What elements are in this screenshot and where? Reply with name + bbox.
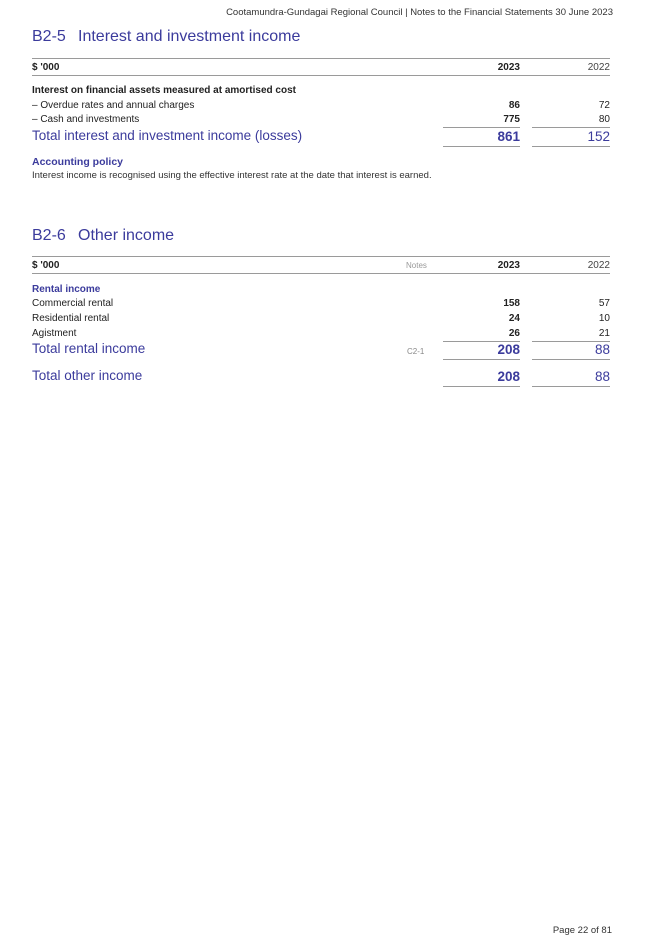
table-row-2022: 57 bbox=[598, 298, 610, 309]
accounting-policy-text: Interest income is recognised using the effective interest rate at the date that interest is earned. bbox=[32, 170, 432, 181]
section-title-b2-5 bbox=[32, 28, 300, 46]
table-row-label: Residential rental bbox=[32, 313, 110, 324]
table-row-2022: 10 bbox=[598, 313, 610, 324]
total-rule-2022 bbox=[532, 127, 610, 128]
table-row-2022: 21 bbox=[598, 328, 610, 339]
header-rule bbox=[32, 75, 610, 76]
rental-total-2022: 88 bbox=[594, 342, 610, 357]
rental-total-label: Total rental income bbox=[32, 341, 146, 356]
notes-column-header: Notes bbox=[406, 261, 427, 270]
note-reference: C2-1 bbox=[407, 347, 425, 356]
grand-total-2023: 208 bbox=[497, 369, 520, 384]
table-row-2023: 158 bbox=[503, 298, 520, 309]
rental-total-2023: 208 bbox=[497, 342, 520, 357]
table-row-label: Agistment bbox=[32, 328, 77, 339]
table-row-2023: 775 bbox=[503, 114, 520, 125]
header-rule bbox=[32, 273, 610, 274]
total-2023: 861 bbox=[497, 129, 520, 144]
total-underline-2023 bbox=[443, 146, 520, 147]
table-top-rule bbox=[32, 58, 610, 59]
table-row-2023: 24 bbox=[508, 313, 520, 324]
document-header: Cootamundra-Gundagai Regional Council | Notes to the Financial Statements 30 June 2023 bbox=[226, 7, 613, 18]
table-row-2022: 80 bbox=[598, 114, 610, 125]
table-top-rule bbox=[32, 256, 610, 257]
column-2023-header: 2023 bbox=[497, 62, 520, 73]
table-row-2023: 86 bbox=[508, 100, 520, 111]
rental-underline-2023 bbox=[443, 359, 520, 360]
section-title-text: Interest and investment income bbox=[78, 28, 301, 45]
table-row-2023: 26 bbox=[508, 328, 520, 339]
table-row-label: – Cash and investments bbox=[32, 114, 140, 125]
section-title-b2-6 bbox=[32, 227, 174, 245]
grand-total-2022: 88 bbox=[594, 369, 610, 384]
total-rule-2023 bbox=[443, 127, 520, 128]
page-number: Page 22 of 81 bbox=[552, 925, 612, 936]
grand-total-label: Total other income bbox=[32, 368, 143, 383]
section-number: B2-5 bbox=[32, 28, 66, 45]
column-2023-header: 2023 bbox=[497, 260, 520, 271]
table-row-2022: 72 bbox=[598, 100, 610, 111]
grand-total-underline-2022 bbox=[532, 386, 610, 387]
accounting-policy-title: Accounting policy bbox=[32, 156, 124, 168]
unit-header: $ '000 bbox=[32, 62, 60, 73]
total-underline-2022 bbox=[532, 146, 610, 147]
table-subheading: Rental income bbox=[32, 284, 101, 295]
table-subheading: Interest on financial assets measured at amortised cost bbox=[32, 85, 296, 96]
column-2022-header: 2022 bbox=[587, 62, 610, 73]
column-2022-header: 2022 bbox=[587, 260, 610, 271]
unit-header: $ '000 bbox=[32, 260, 60, 271]
total-2022: 152 bbox=[587, 129, 610, 144]
rental-underline-2022 bbox=[532, 359, 610, 360]
section-title-text: Other income bbox=[78, 227, 175, 244]
table-row-label: – Overdue rates and annual charges bbox=[32, 100, 195, 111]
grand-total-underline-2023 bbox=[443, 386, 520, 387]
total-label: Total interest and investment income (losses) bbox=[32, 128, 303, 143]
table-row-label: Commercial rental bbox=[32, 298, 114, 309]
section-number: B2-6 bbox=[32, 227, 66, 244]
